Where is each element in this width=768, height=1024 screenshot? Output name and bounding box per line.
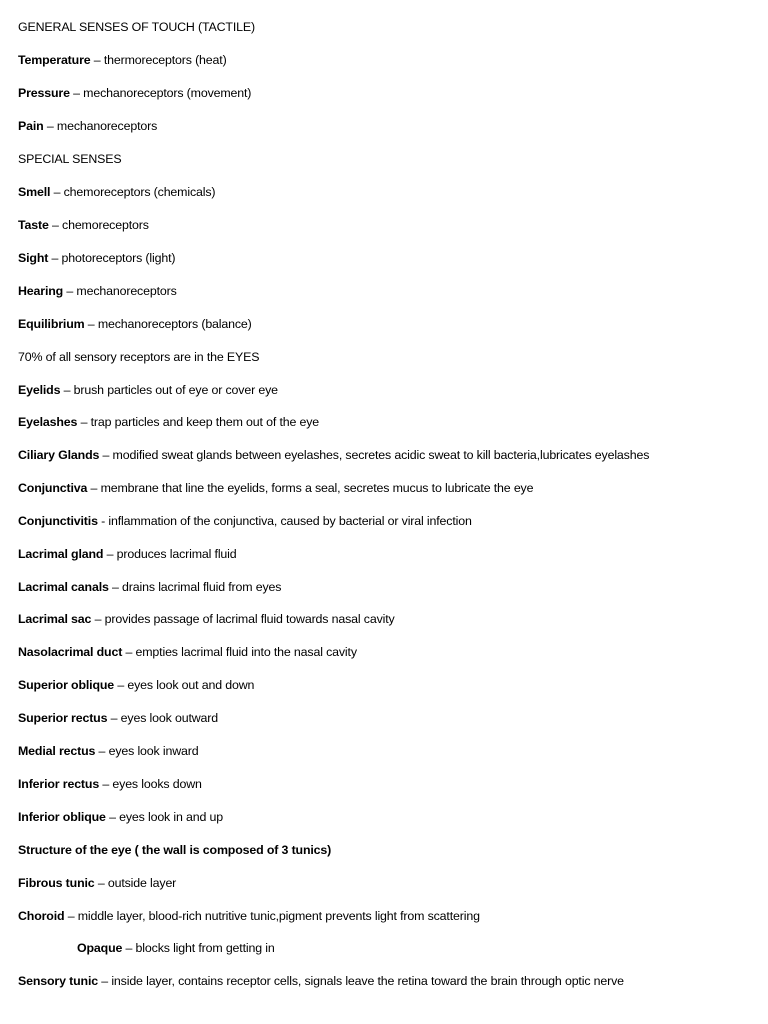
- note-term: Superior oblique: [18, 678, 115, 692]
- note-text: – inside layer, contains receptor cells, signals leave the retina toward the brain through optic nerve: [98, 974, 624, 988]
- note-term: Superior rectus: [18, 711, 108, 725]
- note-term: Lacrimal sac: [18, 612, 92, 626]
- note-text: – brush particles out of eye or cover eye: [60, 383, 278, 397]
- note-text: – photoreceptors (light): [48, 251, 176, 265]
- note-line: [18, 809, 223, 825]
- note-term: Eyelids: [18, 383, 61, 397]
- note-line: [18, 85, 251, 101]
- note-text: – outside layer: [94, 876, 177, 890]
- note-term: Equilibrium: [18, 317, 85, 331]
- note-text: – chemoreceptors: [48, 218, 149, 232]
- note-text: – middle layer, blood-rich nutritive tunic,pigment prevents light from scattering: [64, 909, 480, 923]
- note-text: – eyes look inward: [95, 744, 199, 758]
- note-term: Eyelashes: [18, 415, 78, 429]
- note-term: Taste: [18, 218, 49, 232]
- section-heading-special-senses: SPECIAL SENSES: [18, 152, 122, 166]
- note-text: – drains lacrimal fluid from eyes: [108, 580, 282, 594]
- note-text: – mechanoreceptors: [63, 284, 177, 298]
- note-text: – blocks light from getting in: [122, 941, 275, 955]
- note-text: – trap particles and keep them out of the eye: [77, 415, 320, 429]
- note-text: - inflammation of the conjunctiva, caused by bacterial or viral infection: [97, 514, 472, 528]
- note-term: Lacrimal canals: [18, 580, 109, 594]
- note-term: Ciliary Glands: [18, 448, 100, 462]
- note-text: – eyes look outward: [107, 711, 218, 725]
- note-term: Nasolacrimal duct: [18, 645, 123, 659]
- note-text: – eyes look out and down: [114, 678, 255, 692]
- note-term: Opaque: [77, 941, 123, 955]
- note-line-plain: [18, 349, 259, 365]
- note-line: [18, 743, 198, 759]
- note-text: – mechanoreceptors: [43, 119, 158, 133]
- note-line: [18, 875, 176, 891]
- note-term: Conjunctiva: [18, 481, 88, 495]
- note-text: – eyes looks down: [99, 777, 202, 791]
- note-term: Hearing: [18, 284, 64, 298]
- note-term: Medial rectus: [18, 744, 96, 758]
- note-term: Lacrimal gland: [18, 547, 104, 561]
- note-line: [18, 316, 252, 332]
- note-term: Pressure: [18, 86, 70, 100]
- note-term: Choroid: [18, 909, 65, 923]
- note-line: [18, 283, 177, 299]
- note-line: [18, 644, 357, 660]
- note-line: [18, 52, 227, 68]
- note-line: [18, 776, 202, 792]
- note-text: – mechanoreceptors (movement): [69, 86, 252, 100]
- note-term: Conjunctivitis: [18, 514, 98, 528]
- note-line: [18, 973, 624, 989]
- note-line: [18, 250, 175, 266]
- note-text: – eyes look in and up: [105, 810, 224, 824]
- note-term: Sensory tunic: [18, 974, 98, 988]
- note-line: [18, 447, 649, 463]
- note-line: [18, 611, 395, 627]
- note-text: – thermoreceptors (heat): [90, 53, 227, 67]
- note-term: Structure of the eye ( the wall is composed of 3 tunics): [18, 843, 332, 857]
- note-line: [18, 908, 480, 924]
- note-text: – produces lacrimal fluid: [103, 547, 237, 561]
- note-term: Pain: [18, 119, 44, 133]
- note-text: – modified sweat glands between eyelashes, secretes acidic sweat to kill bacteria,lubricates eyelashes: [99, 448, 650, 462]
- note-line-indented: [77, 940, 275, 956]
- note-text: – membrane that line the eyelids, forms a seal, secretes mucus to lubricate the eye: [87, 481, 534, 495]
- note-line: [18, 184, 215, 200]
- note-line: [18, 677, 254, 693]
- note-line: [18, 480, 533, 496]
- note-line: [18, 513, 472, 529]
- note-line: [18, 546, 237, 562]
- section-heading-eye-structure: [18, 842, 331, 858]
- note-line: [18, 414, 319, 430]
- note-text: – mechanoreceptors (balance): [84, 317, 252, 331]
- section-heading-general-senses: GENERAL SENSES OF TOUCH (TACTILE): [18, 20, 255, 34]
- note-term: Temperature: [18, 53, 91, 67]
- note-term: Sight: [18, 251, 49, 265]
- note-line: [18, 217, 149, 233]
- note-term: Smell: [18, 185, 51, 199]
- note-line: [18, 579, 281, 595]
- note-line: [18, 118, 157, 134]
- note-text: – empties lacrimal fluid into the nasal cavity: [122, 645, 357, 659]
- note-term: Inferior rectus: [18, 777, 100, 791]
- note-text: 70% of all sensory receptors are in the EYES: [18, 350, 260, 364]
- note-term: Fibrous tunic: [18, 876, 95, 890]
- note-line: [18, 382, 278, 398]
- note-line: [18, 710, 218, 726]
- note-text: – chemoreceptors (chemicals): [50, 185, 216, 199]
- note-term: Inferior oblique: [18, 810, 106, 824]
- note-text: – provides passage of lacrimal fluid towards nasal cavity: [91, 612, 395, 626]
